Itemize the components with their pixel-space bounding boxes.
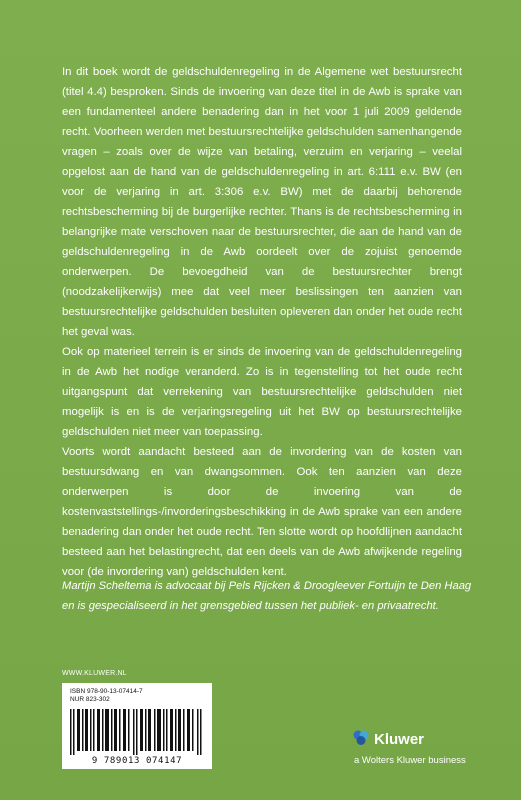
blurb-paragraph-3: Voorts wordt aandacht besteed aan de invordering van de kosten van bestuursdwang en van dwangsommen. Ook ten aanzien van deze onderwerpen is door de invoering van de kostenvaststellings-/invorderingsbeschikking in de Awb sprake van een andere benadering dan onder het oude recht. Ten slotte wordt op hoofdlijnen aandacht besteed aan het belastingrecht, dat een deels van de Awb afwijkende regeling voor (de invordering van) geldschulden kent.: [62, 446, 462, 578]
kluwer-logo-icon: [352, 729, 370, 747]
publisher-website: WWW.KLUWER.NL: [62, 670, 127, 677]
author-bio-line-2: en is gespecialiseerd in het grensgebied tussen het publiek- en privaatrecht.: [62, 600, 439, 612]
blurb-text: [62, 62, 462, 582]
blurb-paragraph-2: Ook op materieel terrein is er sinds de invoering van de geldschuldenregeling in de Awb het nodige veranderd. Zo is in tegenstelling tot het oude recht uitgangspunt dat verrekening van bestuursrechtelijke geldschulden niet mogelijk is en is de verjaringsregeling uit het BW op bestuursrechtelijke geldschulden niet meer van toepassing.: [62, 346, 462, 438]
isbn-block: [70, 688, 143, 703]
publisher-logo: [342, 725, 492, 775]
barcode-graphic: [70, 709, 204, 755]
logo-name: Kluwer: [374, 731, 425, 748]
barcode-number: 9 789013 074147: [91, 756, 183, 766]
nur-text: NUR 823-302: [70, 695, 110, 703]
author-bio: [62, 576, 482, 616]
author-bio-line-1: Martijn Scheltema is advocaat bij Pels Rijcken & Droogleever Fortuijn te Den Haag: [62, 580, 472, 592]
barcode-panel: [62, 683, 212, 769]
blurb-paragraph-1: In dit boek wordt de geldschuldenregeling in de Algemene wet bestuursrecht (titel 4.4) besproken. Sinds de invoering van deze titel in de Awb is sprake van een fundamenteel andere benadering dan in het voor 1 juli 2009 geldende recht. Voorheen werden met bestuursrechtelijke geldschulden samenhangende vragen – zoals over de wijze van betaling, verzuim en verjaring – veelal opgelost aan de hand van de geldschuldenregeling in art. 6:111 e.v. BW (en voor de verjaring in art. 3:306 e.v. BW) met de daarbij behorende rechtsbescherming bij de burgerlijke rechter. Thans is de rechtsbescherming in belangrijke mate verschoven naar de bestuursrechter, die aan de hand van de geldschuldenregeling in de Awb oordeelt over de zojuist genoemde onderwerpen. De bevoegdheid van de bestuursrechter brengt (noodzakelijkerwijs) mee dat veel meer beslissingen ten aanzien van bestuursrechtelijke geldschulden besluiten opleveren dan onder het oude recht het geval was.: [62, 66, 462, 338]
logo-tagline: a Wolters Kluwer business: [354, 755, 466, 766]
isbn-text: ISBN 978-90-13-07414-7: [70, 688, 143, 695]
